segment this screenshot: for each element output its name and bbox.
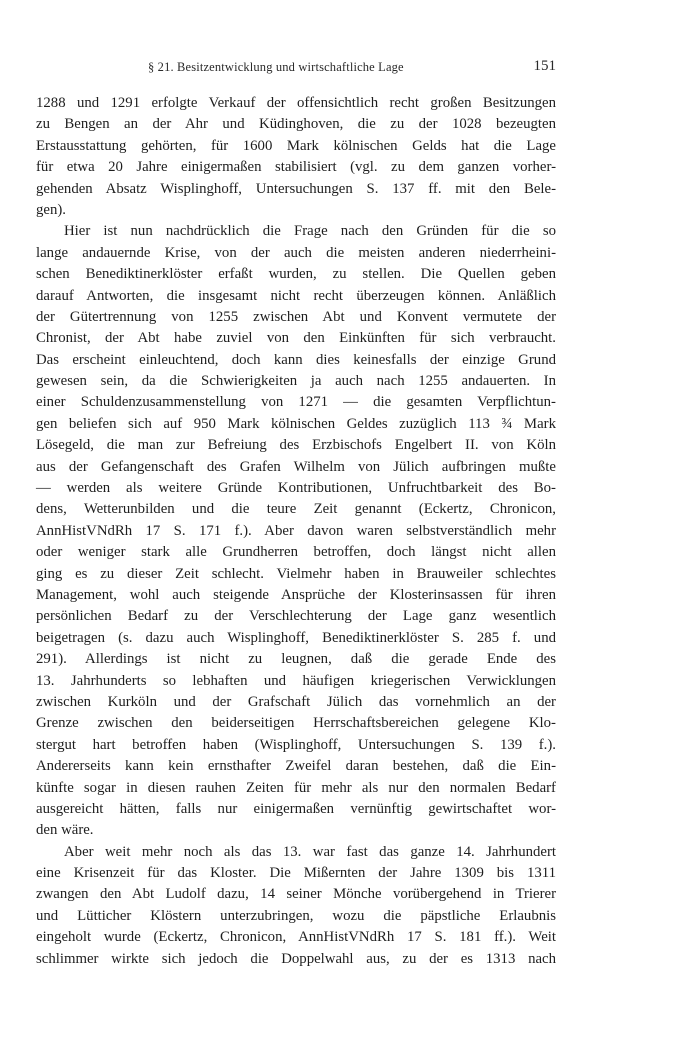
text-line: künfte sogar in diesen rauhen Zeiten für mehr als nur den normalen Bedarf [36,779,556,796]
text-line: beigetragen (s. dazu auch Wisplinghoff, Benediktinerklöster S. 285 f. und [36,629,556,646]
text-line: ausgereicht hätten, falls nur einigermaßen vernünftig gewirtschaftet wor- [36,800,556,817]
text-line: zwangen den Abt Ludolf dazu, 14 seiner Mönche vorübergehend in Trierer [36,886,556,903]
text-line: einer Schuldenzusammenstellung von 1271 — die gesamten Verpflichtun- [36,394,556,411]
text-line: Erstausstattung gehörten, für 1600 Mark kölnischen Gelds hat die Lage [36,137,556,154]
text-line: und Lütticher Klöstern unterzubringen, wozu die päpstliche Erlaubnis [36,907,556,924]
text-line: aus der Gefangenschaft des Grafen Wilhelm von Jülich aufbringen mußte [36,458,556,475]
text-line: für etwa 20 Jahre einigermaßen stabilisiert (vgl. zu dem ganzen vorher- [36,159,556,176]
text-line: oder weniger stark alle Grundherren betroffen, doch längst nicht allen [36,544,556,561]
text-line: Management, wohl auch steigende Ansprüche der Klosterinsassen für ihren [36,586,556,603]
text-line: zwischen Kurköln und der Grafschaft Jülich das vornehmlich an der [36,693,556,710]
text-line: Hier ist nun nachdrücklich die Frage nach den Gründen für die so [64,223,556,240]
text-line: ging es zu dieser Zeit schlecht. Vielmehr haben in Brauweiler schlechtes [36,565,556,582]
text-line: eingeholt wurde (Eckertz, Chronicon, AnnHistVNdRh 17 S. 181 ff.). Weit [36,929,556,946]
text-line: 291). Allerdings ist nicht zu leugnen, daß die gerade Ende des [36,651,556,668]
text-line: AnnHistVNdRh 17 S. 171 f.). Aber davon waren selbstverständlich mehr [36,522,556,539]
text-line: 13. Jahrhunderts so lebhaften und häufigen kriegerischen Verwicklungen [36,672,556,689]
text-line: darauf Antworten, die insgesamt nicht recht überzeugen können. Anläßlich [36,287,556,304]
body-text [36,93,556,970]
text-line: persönlichen Bedarf zu der Verschlechterung der Lage ganz wesentlich [36,608,556,625]
text-line: — werden als weitere Gründe Kontributionen, Unfruchtbarkeit des Bo- [36,480,556,497]
text-line: gewesen sein, da die Schwierigkeiten ja auch nach 1255 andauerten. In [36,373,556,390]
text-line: Grenze zwischen den beiderseitigen Herrschaftsbereichen gelegene Klo- [36,715,556,732]
text-line: zu Bengen an der Ahr und Küdinghoven, die zu der 1028 bezeugten [36,116,556,133]
page-number: 151 [533,58,556,74]
running-title: § 21. Besitzentwicklung und wirtschaftliche Lage [148,60,404,74]
text-line: Andererseits kann kein ernsthafter Zweifel daran bestehen, daß die Ein- [36,758,556,775]
text-line: gehenden Absatz Wisplinghoff, Untersuchungen S. 137 ff. mit den Bele- [36,180,556,197]
text-line: gen beliefen sich auf 950 Mark kölnischen Geldes zuzüglich 113 ¾ Mark [36,415,556,432]
text-line: schen Benediktinerklöster erfaßt wurden, zu stellen. Die Quellen geben [36,266,556,283]
text-line: eine Krisenzeit für das Kloster. Die Mißernten der Jahre 1309 bis 1311 [36,865,556,882]
text-line: stergut hart betroffen haben (Wisplinghoff, Untersuchungen S. 139 f.). [36,736,556,753]
text-line: den wäre. [36,822,94,839]
text-line: gen). [36,201,66,218]
text-line: der Gütertrennung von 1255 zwischen Abt und Konvent vermutete der [36,308,556,325]
running-head [36,58,556,78]
text-line: dens, Wetterunbilden und die teure Zeit genannt (Eckertz, Chronicon, [36,501,556,518]
text-line: 1288 und 1291 erfolgte Verkauf der offensichtlich recht großen Besitzungen [36,95,556,111]
text-line: Aber weit mehr noch als das 13. war fast das ganze 14. Jahrhundert [64,843,556,860]
text-line: Das erscheint einleuchtend, doch kann dies keinesfalls der einzige Grund [36,351,556,368]
text-line: Lösegeld, die man zur Befreiung des Erzbischofs Engelbert II. von Köln [36,437,556,454]
text-line: schlimmer wirkte sich jedoch die Doppelwahl aus, zu der es 1313 nach [36,950,556,967]
text-line: lange andauernde Krise, von der auch die meisten anderen niederrheini- [36,244,556,261]
text-line: Chronist, der Abt habe zuviel von den Einkünften für sich verbraucht. [36,330,556,347]
